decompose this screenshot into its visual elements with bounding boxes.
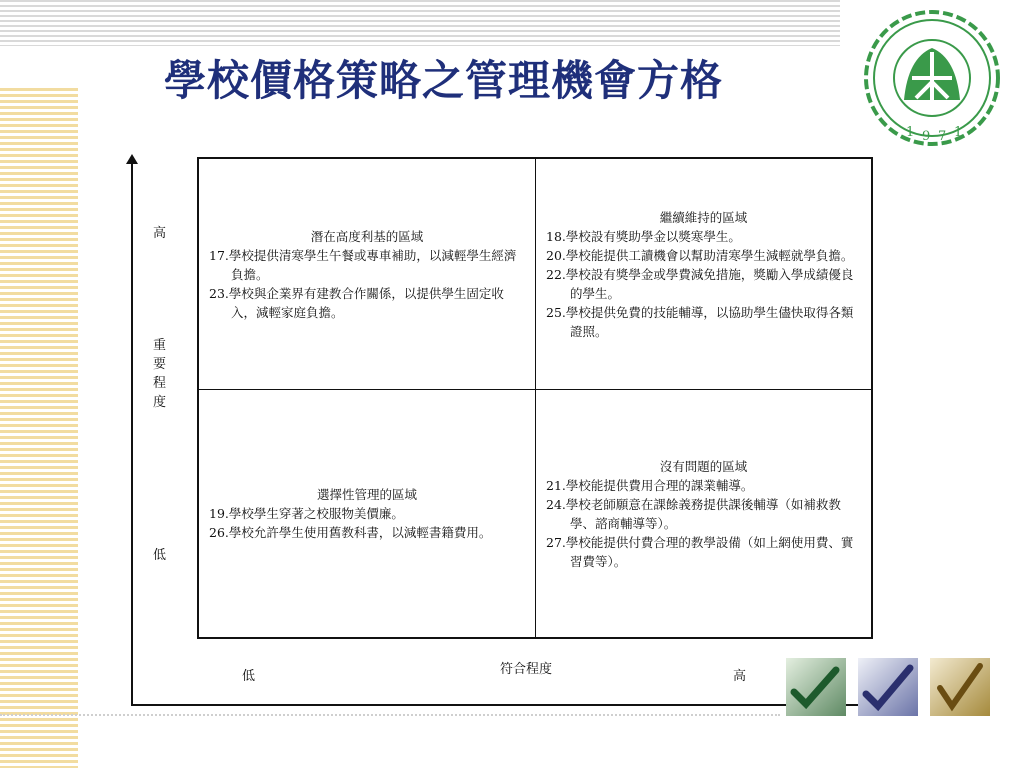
quadrant-top-left — [199, 159, 536, 390]
slide-title: 學校價格策略之管理機會方格 — [164, 56, 724, 105]
quadrant-title: 繼續維持的區域 — [659, 209, 748, 225]
quadrant-item: 18.學校設有獎助學金以獎寒學生。 — [546, 228, 741, 244]
quadrant-bottom-right — [536, 390, 871, 637]
quadrant-item: 23.學校與企業界有建教合作關係，以提供學生固定收入，減輕家庭負擔。 — [209, 285, 504, 320]
y-axis-title: 重要程度 — [153, 338, 167, 410]
quadrant-item: 19.學校學生穿著之校服物美價廉。 — [209, 506, 404, 521]
quadrant-item: 27.學校能提供付費合理的教學設備（如上網使用費、實習費等）。 — [546, 534, 854, 569]
quadrant-bottom-left — [199, 390, 536, 637]
bottom-dotted-line — [0, 714, 780, 716]
gold-checkmark-image — [930, 658, 990, 716]
svg-text:1: 1 — [906, 125, 915, 140]
y-axis-low-label: 低 — [153, 548, 167, 563]
quadrant-item: 20.學校能提供工讀機會以幫助清寒學生減輕就學負擔。 — [546, 247, 854, 263]
svg-text:1: 1 — [954, 125, 963, 140]
svg-text:7: 7 — [938, 129, 947, 144]
blue-checkmark-image — [858, 658, 918, 716]
quadrant-item: 22.學校設有獎學金或學費減免措施，獎勵入學成績優良的學生。 — [546, 266, 854, 301]
quadrant-top-right — [536, 159, 871, 390]
quadrant-item: 26.學校允許學生使用舊教科書，以減輕書籍費用。 — [209, 525, 492, 540]
y-axis-arrow — [126, 154, 138, 164]
y-axis-high-label: 高 — [153, 226, 167, 241]
top-stripes — [0, 0, 840, 46]
x-axis-high-label: 高 — [733, 669, 747, 684]
quadrant-title: 選擇性管理的區域 — [316, 487, 417, 502]
x-axis-line — [131, 704, 871, 706]
quadrant-item: 25.學校提供免費的技能輔導，以協助學生儘快取得各類證照。 — [546, 304, 854, 339]
x-axis-title: 符合程度 — [500, 662, 553, 677]
left-stripes — [0, 88, 78, 768]
svg-text:9: 9 — [922, 129, 931, 144]
opportunity-matrix — [197, 157, 873, 639]
quadrant-title: 沒有問題的區域 — [659, 458, 748, 474]
y-axis-line — [131, 162, 133, 705]
quadrant-item: 24.學校老師願意在課餘義務提供課後輔導（如補救教學、諮商輔導等）。 — [546, 496, 841, 531]
university-logo — [852, 8, 1012, 148]
quadrant-title: 潛在高度利基的區域 — [310, 228, 424, 244]
x-axis-low-label: 低 — [242, 669, 256, 684]
quadrant-item: 17.學校提供清寒學生午餐或專車補助，以減輕學生經濟負擔。 — [209, 247, 517, 282]
quadrant-item: 21.學校能提供費用合理的課業輔導。 — [546, 477, 754, 493]
green-checkmark-image — [786, 658, 846, 716]
